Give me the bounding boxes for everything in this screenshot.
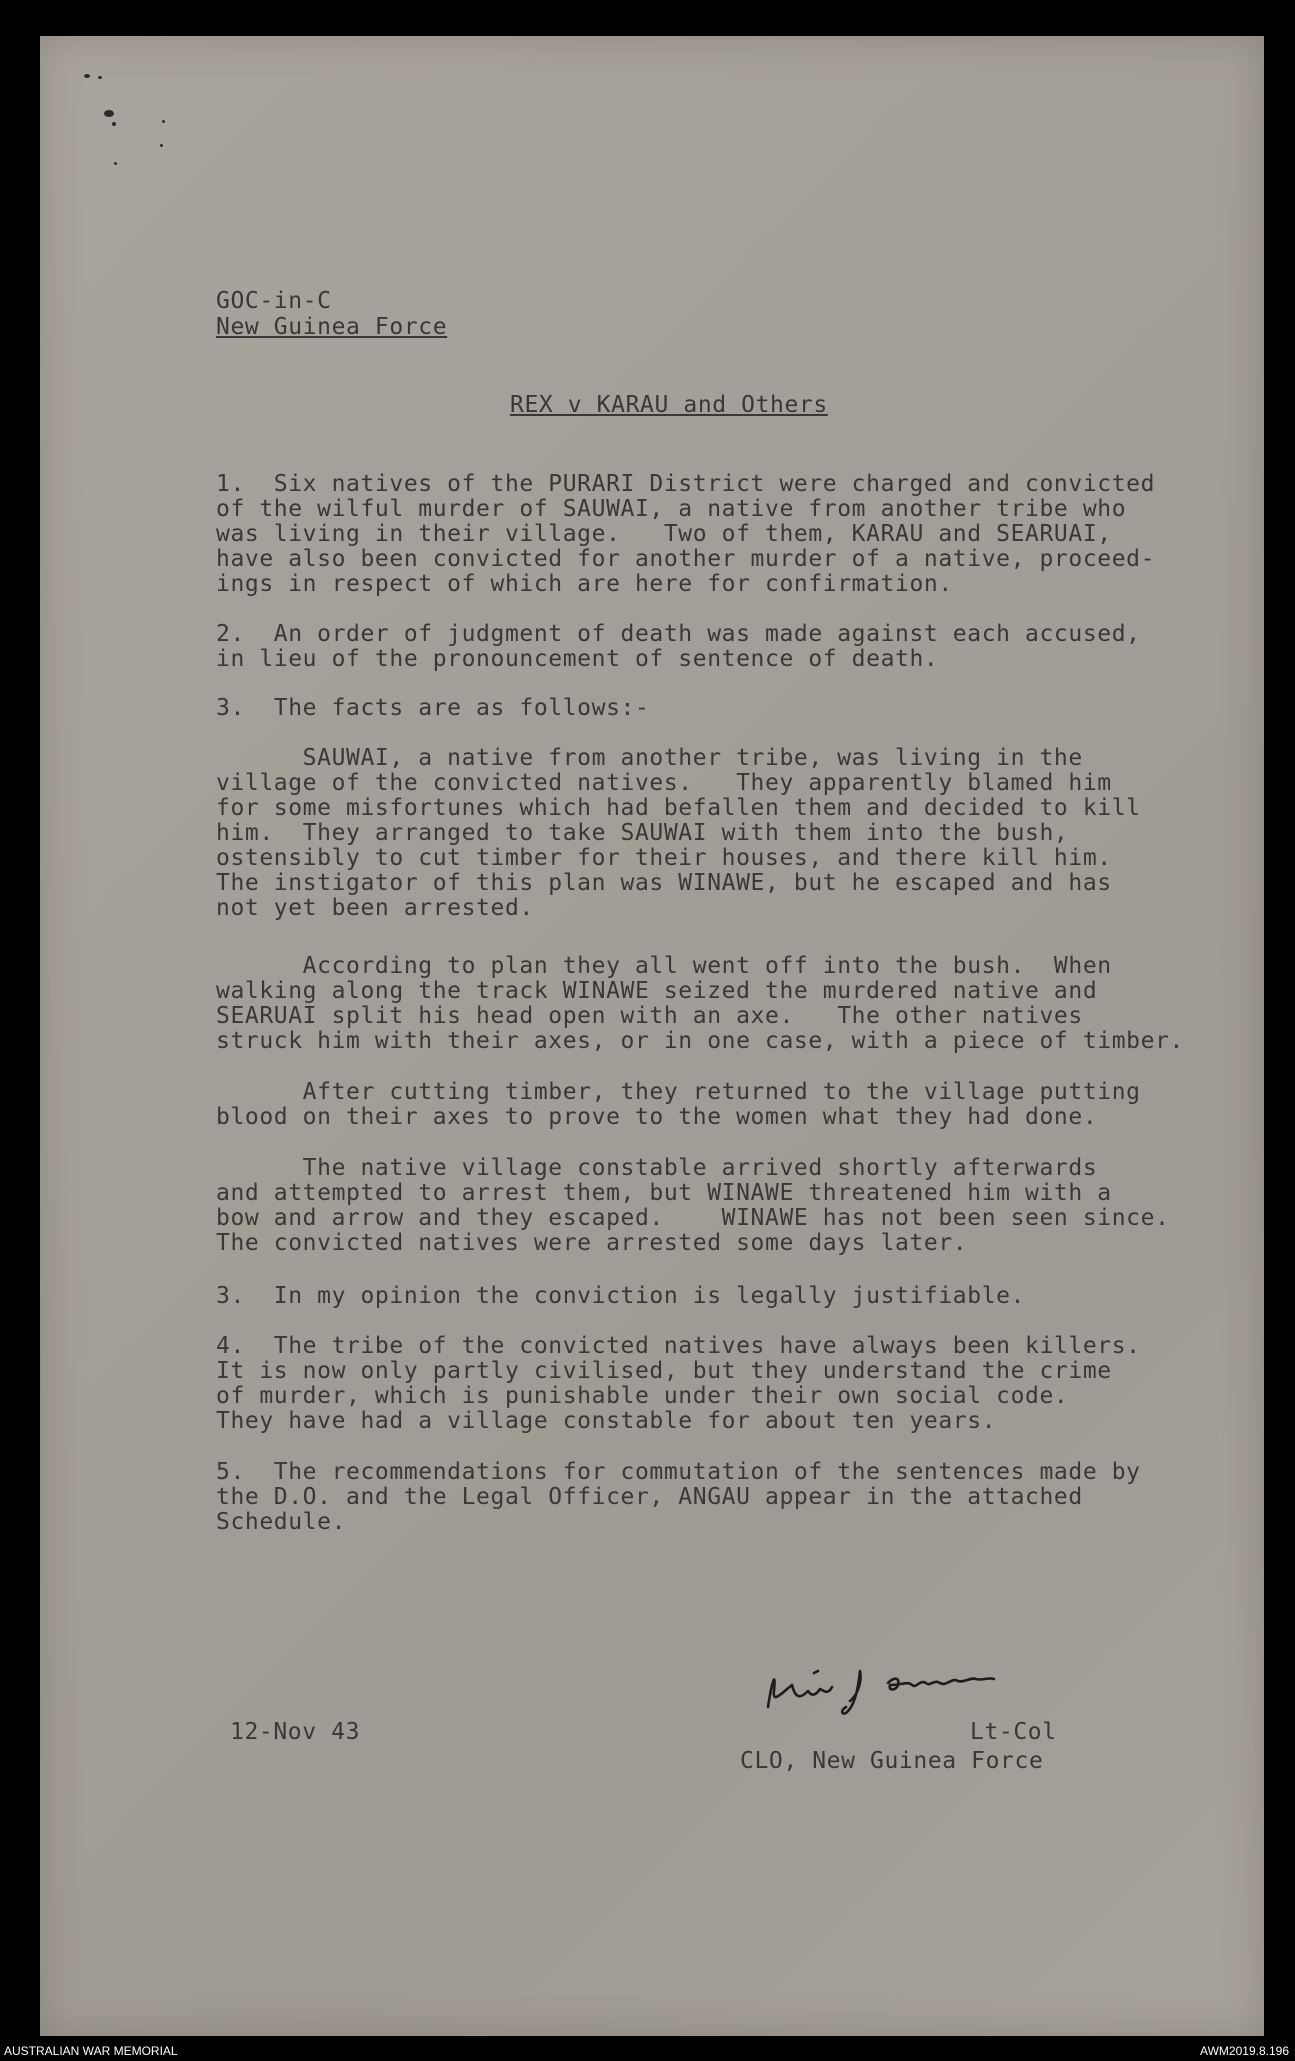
text-line: in lieu of the pronouncement of sentence of death. xyxy=(216,646,939,672)
text-line: him. They arranged to take SAUWAI with them into the bush, xyxy=(216,820,1069,846)
addressee-line-1: GOC-in-C xyxy=(216,288,332,314)
facts-paragraph-3 xyxy=(216,1080,1256,1130)
signatory-rank: Lt-Col xyxy=(970,1719,1057,1745)
text-line: The instigator of this plan was WINAWE, but he escaped and has xyxy=(216,870,1112,896)
document-page xyxy=(40,36,1264,2036)
text-line: bow and arrow and they escaped. WINAWE has not been seen since. xyxy=(216,1205,1170,1231)
text-line: ings in respect of which are here for confirmation. xyxy=(216,571,953,597)
facts-paragraph-1 xyxy=(216,746,1256,921)
text-line: They have had a village constable for about ten years. xyxy=(216,1408,997,1434)
paragraph-3-heading xyxy=(216,696,1256,721)
text-line: The convicted natives were arrested some days later. xyxy=(216,1230,968,1256)
text-line: Schedule. xyxy=(216,1509,347,1535)
text-line: After cutting timber, they returned to the village putting xyxy=(216,1079,1141,1105)
text-line: 5. The recommendations for commutation of the sentences made by xyxy=(216,1459,1141,1485)
text-line: and attempted to arrest them, but WINAWE threatened him with a xyxy=(216,1180,1112,1206)
text-line: According to plan they all went off into the bush. When xyxy=(216,953,1112,979)
paragraph-2 xyxy=(216,622,1256,672)
text-line: not yet been arrested. xyxy=(216,895,534,921)
text-line: was living in their village. Two of them, KARAU and SEARUAI, xyxy=(216,521,1112,547)
text-line: 3. In my opinion the conviction is legally justifiable. xyxy=(216,1283,1026,1309)
text-line: SAUWAI, a native from another tribe, was living in the xyxy=(216,745,1083,771)
text-line: struck him with their axes, or in one case, with a piece of timber. xyxy=(216,1028,1184,1054)
text-line: walking along the track WINAWE seized the murdered native and xyxy=(216,978,1098,1004)
paragraph-opinion xyxy=(216,1284,1256,1309)
text-line: have also been convicted for another murder of a native, proceed- xyxy=(216,546,1156,572)
archive-reference: AWM2019.8.196 xyxy=(1200,2044,1289,2058)
text-line: the D.O. and the Legal Officer, ANGAU appear in the attached xyxy=(216,1484,1083,1510)
text-line: of murder, which is punishable under their own social code. xyxy=(216,1383,1069,1409)
facts-paragraph-4 xyxy=(216,1156,1256,1256)
archive-credit: AUSTRALIAN WAR MEMORIAL xyxy=(4,2044,178,2058)
addressee-line-2: New Guinea Force xyxy=(216,314,448,340)
text-line: 2. An order of judgment of death was made against each accused, xyxy=(216,621,1141,647)
paper-speck xyxy=(114,162,117,165)
paper-speck xyxy=(104,110,114,117)
handwritten-signature xyxy=(762,1661,1062,1721)
paper-speck xyxy=(162,120,165,123)
facts-paragraph-2 xyxy=(216,954,1256,1054)
text-line: The native village constable arrived shortly afterwards xyxy=(216,1155,1098,1181)
document-date: 12-Nov 43 xyxy=(230,1719,361,1745)
text-line: 1. Six natives of the PURARI District were charged and convicted xyxy=(216,471,1156,497)
text-line: village of the convicted natives. They apparently blamed him xyxy=(216,770,1112,796)
text-line: ostensibly to cut timber for their houses, and there kill him. xyxy=(216,845,1112,871)
text-line: SEARUAI split his head open with an axe. The other natives xyxy=(216,1003,1083,1029)
paragraph-tribe xyxy=(216,1334,1256,1434)
paper-speck xyxy=(98,76,102,79)
text-line: of the wilful murder of SAUWAI, a native from another tribe who xyxy=(216,496,1127,522)
text-line: It is now only partly civilised, but they understand the crime xyxy=(216,1358,1112,1384)
paragraph-recommendations xyxy=(216,1460,1256,1535)
text-line: 3. The facts are as follows:- xyxy=(216,695,650,721)
paragraph-1 xyxy=(216,472,1256,597)
text-line: 4. The tribe of the convicted natives have always been killers. xyxy=(216,1333,1141,1359)
paper-speck xyxy=(160,144,163,147)
paper-speck xyxy=(112,122,116,126)
paper-speck xyxy=(84,74,90,78)
document-title: REX v KARAU and Others xyxy=(510,392,828,418)
text-line: for some misfortunes which had befallen them and decided to kill xyxy=(216,795,1141,821)
signatory-unit: CLO, New Guinea Force xyxy=(740,1748,1044,1774)
text-line: blood on their axes to prove to the women what they had done. xyxy=(216,1104,1098,1130)
